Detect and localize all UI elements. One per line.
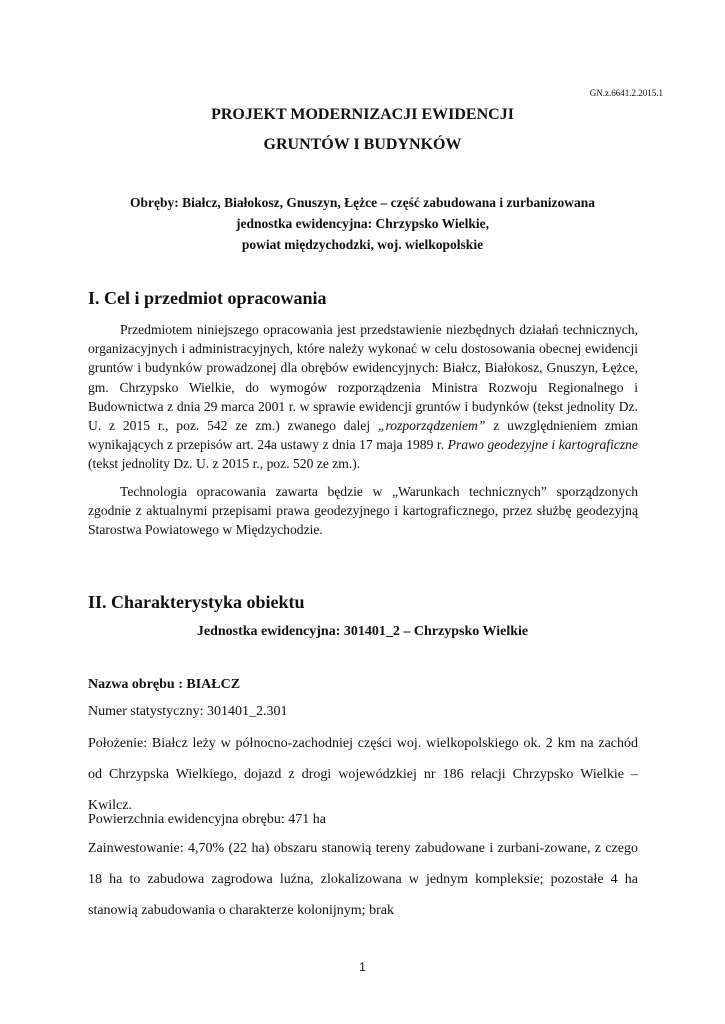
reference-number: GN.z.6641.2.2015.1 bbox=[589, 88, 663, 98]
p1-italic-rozporzadzenie: „rozporządzeniem” bbox=[377, 418, 486, 434]
section1-paragraph2 bbox=[88, 482, 638, 540]
subtitle-line3: powiat międzychodzki, woj. wielkopolskie bbox=[241, 237, 484, 252]
location-paragraph: Położenie: Białcz leży w północno-zachodniej części woj. wielkopolskiego ok. 2 km na zachód od Chrzypska Wielkiego, dojazd z drogi wojewódzkiej nr 186 relacji Chrzypsko Wielkie – Kwilcz. bbox=[88, 736, 638, 813]
p1-text-c: (tekst jednolity Dz. U. z 2015 r., poz. 520 ze zm.). bbox=[88, 456, 361, 472]
section1-paragraph1 bbox=[88, 320, 638, 474]
page-number: 1 bbox=[359, 960, 366, 974]
area-field: Powierzchnia ewidencyjna obrębu: 471 ha bbox=[88, 812, 326, 827]
section2-heading: II. Charakterystyka obiektu bbox=[88, 592, 305, 612]
subtitle-line1: Obręby: Białcz, Białokosz, Gnuszyn, Łężce – część zabudowana i zurbanizowana bbox=[130, 195, 595, 210]
p1-italic-prawo: Prawo geodezyjne i kartograficzne bbox=[447, 437, 639, 453]
subtitle-line2: jednostka ewidencyjna: Chrzypsko Wielkie, bbox=[235, 216, 490, 231]
p1-text-a: Przedmiotem niniejszego opracowania jest przedstawienie niezbędnych działań technicznych, organizacyjnych i administracyjnych, które należy wykonać w celu dostosowania obecnej ewidencji gruntów i budynków prowadzonej dla obrębów ewidencyjnych: Białcz, Białokosz, Gnuszyn, Łężce, gm. Chrzypsko Wielkie, do wymogów rozporządzenia Ministra Rozwoju Regionalnego i Budownictwa z dnia 29 marca 2001 r. w sprawie ewidencji gruntów i budynków (tekst jednolity Dz. U. z 2015 r., poz. 542 ze zm.) zwanego dalej bbox=[88, 322, 638, 434]
p2-text: Technologia opracowania zawarta będzie w „Warunkach technicznych” sporządzonych zgodnie z aktualnymi przepisami prawa geodezyjnego i kartograficznego, przez służbę geodezyjną Starostwa Powiatowego w Międzychodzie. bbox=[88, 484, 638, 538]
document-title-line1: PROJEKT MODERNIZACJI EWIDENCJI bbox=[211, 106, 514, 123]
document-title-line2: GRUNTÓW I BUDYNKÓW bbox=[263, 136, 462, 153]
section1-heading: I. Cel i przedmiot opracowania bbox=[88, 288, 327, 308]
investment-paragraph: Zainwestowanie: 4,70% (22 ha) obszaru stanowią tereny zabudowane i zurbani-zowane, z czego 18 ha to zabudowa zagrodowa luźna, zlokalizowana w jednym kompleksie; pozostałe 4 ha stanowią zabudowania o charakterze kolonijnym; brak bbox=[88, 841, 638, 918]
p1-text-b: z uwzględnieniem zmian wynikających z przepisów art. 24a ustawy z dnia 17 maja 1989 r. bbox=[88, 418, 638, 453]
statistical-number: Numer statystyczny: 301401_2.301 bbox=[88, 704, 288, 719]
obreb-name: Nazwa obrębu : BIAŁCZ bbox=[88, 677, 241, 692]
unit-heading: Jednostka ewidencyjna: 301401_2 – Chrzypsko Wielkie bbox=[196, 624, 529, 639]
